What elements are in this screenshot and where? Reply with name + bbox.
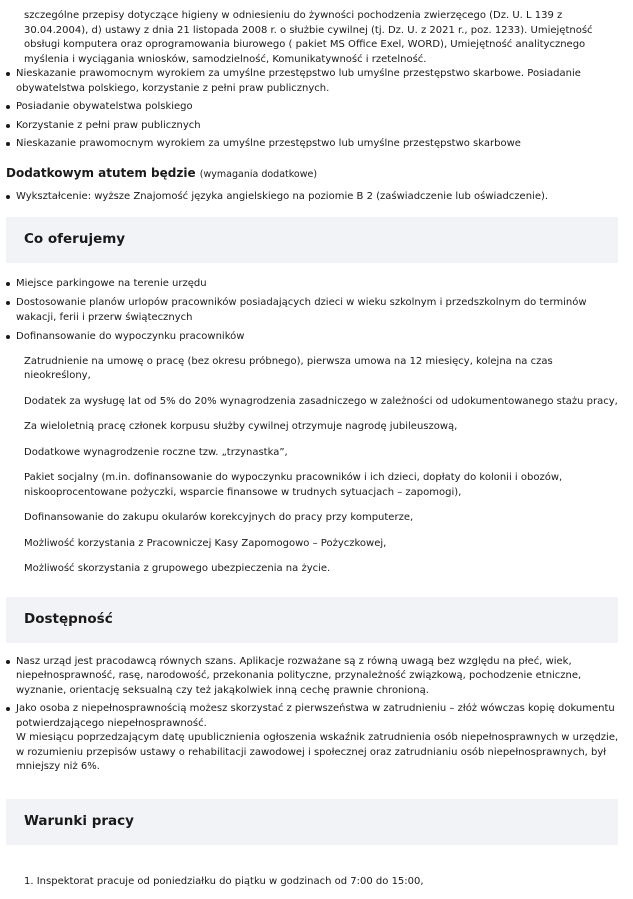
conditions-section-header [6,799,618,845]
accessibility-section-header [6,597,618,643]
requirement-item-continued: szczególne przepisy dotyczące higieny w odniesieniu do żywności pochodzenia zwierzęcego (Dz. U. L 139 z 30.04.2004), d) ustawy z dnia 21 listopada 2008 r. o służbie cywilnej (tj. Dz. U. z 2021 r., poz. 1233). Umiejętność obsługi komputera oraz oprogramowania biurowego ( pakiet MS Office Exel, WORD), Umiejętność analitycznego myślenia i wyciągania wniosków, samodzielność, Komunikatywność i rzetelność. [24,10,593,65]
offer-item: Miejsce parkingowe na terenie urzędu [0,277,623,292]
offer-paragraph: Pakiet socjalny (m.in. dofinansowanie do wypoczynku pracowników i ich dzieci, dopłaty do kolonii i obozów, niskooprocentowane pożyczki, wsparcie finansowe w trudnych sytuacjach – zapomogi), [24,472,563,498]
offer-item: Dofinansowanie do wypoczynku pracowników [0,330,623,345]
accessibility-title: Dostępność [24,611,113,628]
offer-item: Dostosowanie planów urlopów pracowników posiadających dzieci w wieku szkolnym i przedszkolnym do terminów wakacji, ferii i przerw świątecznych [0,296,623,325]
offer-section-header [6,217,618,263]
offer-paragraph: Możliwość korzystania z Pracowniczej Kasy Zapomogowo – Pożyczkowej, [24,537,387,549]
offer-paragraph: Dodatek za wysługę lat od 5% do 20% wynagrodzenia zasadniczego w zależności od udokumentowanego stażu pracy, [24,395,618,407]
conditions-item: 1. Inspektorat pracuje od poniedziałku do piątku w godzinach od 7:00 do 15:00, [24,875,424,887]
accessibility-item [0,702,623,775]
offer-paragraph: Dodatkowe wynagrodzenie roczne tzw. „trzynastka”, [24,446,288,458]
extra-subtitle: (wymagania dodatkowe) [199,168,318,180]
requirement-item: Korzystanie z pełni praw publicznych [0,119,623,134]
extra-requirements-title [6,166,633,183]
accessibility-item-part: W miesiącu poprzedzającym datę upublicznienia ogłoszenia wskaźnik zatrudnienia osób niepełnosprawnych w urzędzie, w rozumieniu przepisów ustawy o rehabilitacji zawodowej i społecznej oraz zatrudnianiu osób niepełnosprawnych, był mniejszy niż 6%. [16,732,619,772]
requirements-section [0,0,633,152]
offer-paragraph: Dofinansowanie do zakupu okularów korekcyjnych do pracy przy komputerze, [24,512,414,523]
accessibility-item: Nasz urząd jest pracodawcą równych szans. Aplikacje rozważane są z równą uwagą bez względu na płeć, wiek, niepełnosprawność, rasę, narodowość, przekonania polityczne, przynależność związkową, pochodzenie etniczne, wyznanie, orientację seksualną czy też jakąkolwiek inną cechę prawnie chronioną. [0,655,623,699]
offer-paragraph: Zatrudnienie na umowę o pracę (bez okresu próbnego), pierwsza umowa na 12 miesięcy, kolejna na czas nieokreślony, [24,355,553,381]
offer-paragraph: Możliwość skorzystania z grupowego ubezpieczenia na życie. [24,563,331,574]
extra-requirements-section [0,166,633,205]
requirement-item: Nieskazanie prawomocnym wyrokiem za umyślne przestępstwo lub umyślne przestępstwo skarbowe. Posiadanie obywatelstwa polskiego, korzystanie z pełni praw publicznych. [0,67,623,96]
conditions-list [0,875,633,890]
requirement-item: Posiadanie obywatelstwa polskiego [0,100,623,115]
offer-title: Co oferujemy [24,231,126,248]
requirement-item: Nieskazanie prawomocnym wyrokiem za umyślne przestępstwo lub umyślne przestępstwo skarbowe [0,137,623,152]
extra-requirements-list [0,190,633,205]
conditions-title: Warunki pracy [24,813,134,830]
requirements-list [0,67,633,152]
offer-list [0,277,633,345]
extra-requirement-item: Wykształcenie: wyższe Znajomość języka angielskiego na poziomie B 2 (zaświadczenie lub oświadczenie). [0,190,623,205]
accessibility-item-part: Jako osoba z niepełnosprawnością możesz skorzystać z pierwszeństwa w zatrudnieniu – złóż wówczas kopię dokumentu potwierdzającego niepełnosprawność. [16,703,615,729]
offer-paragraph: Za wieloletnią pracę członek korpusu służby cywilnej otrzymuje nagrodę jubileuszową, [24,421,458,432]
extra-title-text: Dodatkowym atutem będzie [6,165,196,180]
offer-paragraphs [0,355,633,577]
accessibility-list [0,655,633,775]
